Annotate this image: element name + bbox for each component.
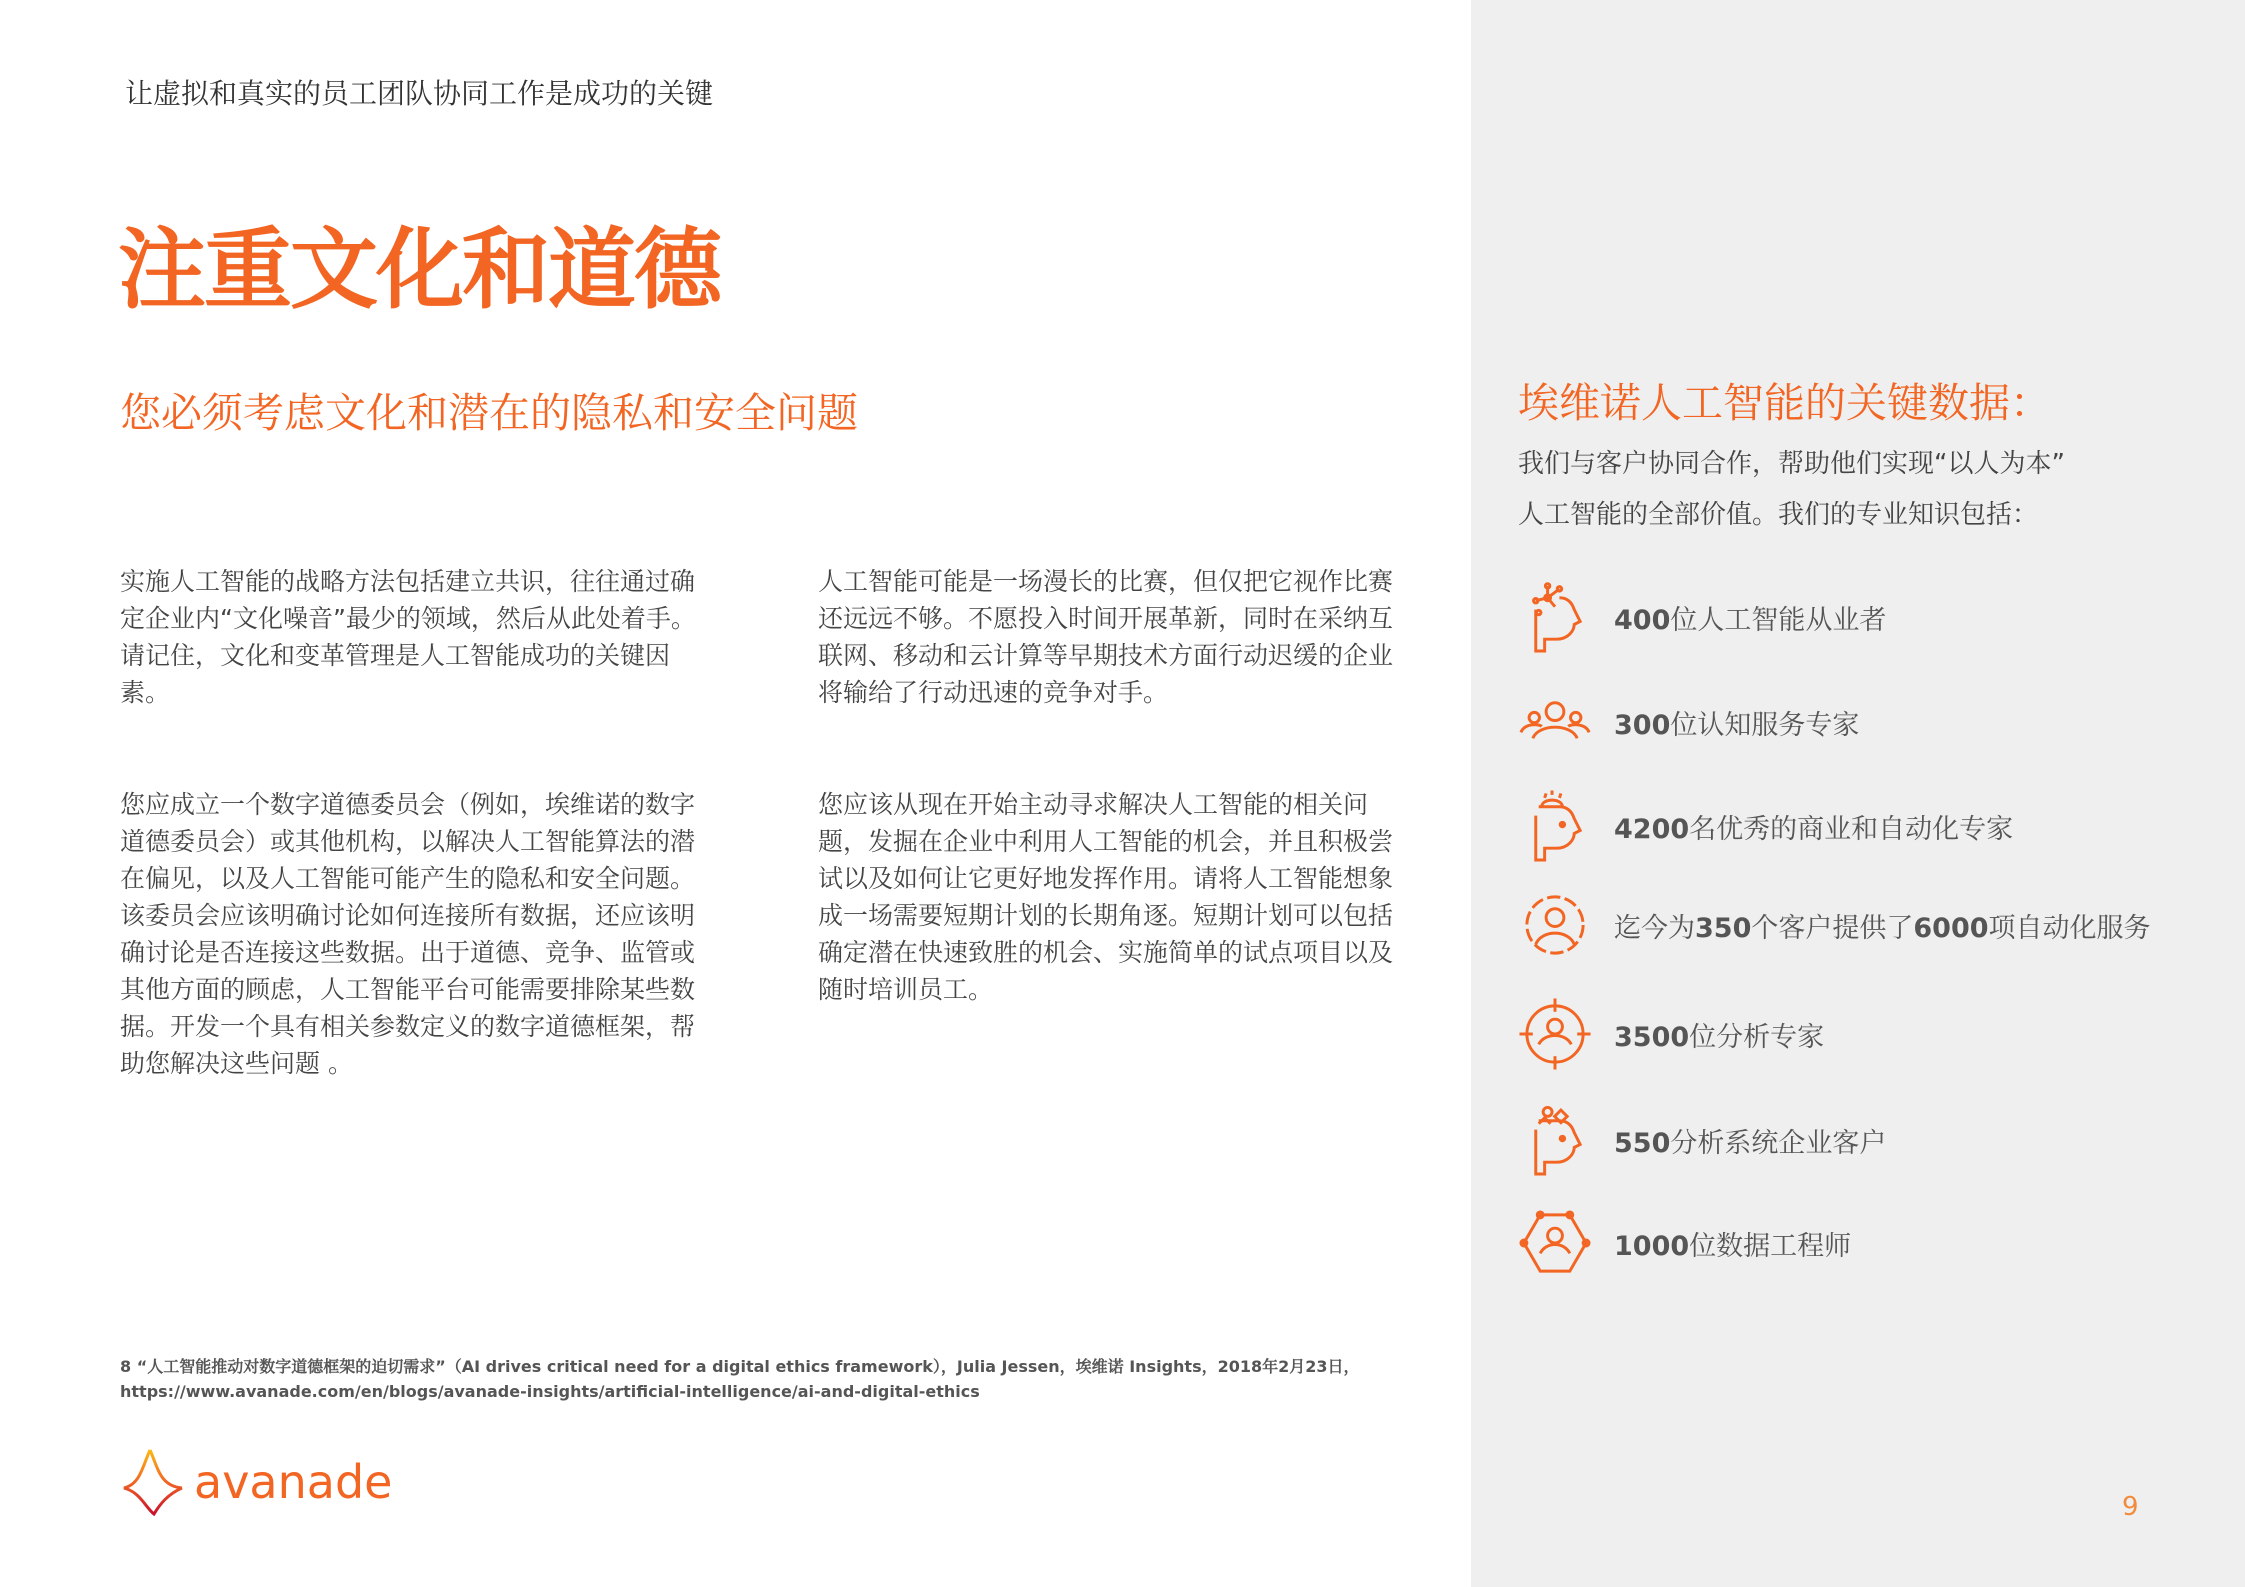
head-shapes-icon xyxy=(1518,1103,1592,1177)
logo-text: avanade xyxy=(194,1455,393,1509)
paragraph: 您应成立一个数字道德委员会（例如，埃维诺的数字道德委员会）或其他机构，以解决人工智能算法的潜在偏见，以及人工智能可能产生的隐私和安全问题。该委员会应该明确讨论如何连接所有数据，还应该明确讨论是否连接这些数据。出于道德、竞争、监管或其他方面的顾虑，人工智能平台可能需要排除某些数据。开发一个具有相关参数定义的数字道德框架，帮助您解决这些问题 。 xyxy=(120,790,696,1078)
stat-text: 400位人工智能从业者 xyxy=(1614,604,1887,636)
people-group-icon xyxy=(1518,685,1592,759)
head-network-icon xyxy=(1518,580,1592,654)
hexagon-person-icon xyxy=(1518,1206,1592,1280)
stat-item xyxy=(1518,577,1886,657)
stat-text: 迄今为350个客户提供了6000项自动化服务 xyxy=(1614,912,2151,944)
stat-text: 550分析系统企业客户 xyxy=(1614,1127,1887,1159)
stat-item xyxy=(1518,1203,1851,1283)
stat-item xyxy=(1518,885,2151,965)
stat-text: 1000位数据工程师 xyxy=(1614,1230,1852,1262)
stat-text: 300位认知服务专家 xyxy=(1614,709,1860,741)
stat-item xyxy=(1518,786,2013,866)
sidebar-intro: 我们与客户协同合作，帮助他们实现“以人为本” xyxy=(1518,449,2065,479)
page-subtitle: 您必须考虑文化和潜在的隐私和安全问题 xyxy=(120,389,858,437)
page-number: 9 xyxy=(2122,1492,2139,1522)
paragraph: 您应该从现在开始主动寻求解决人工智能的相关问题，发掘在企业中利用人工智能的机会，并且积极尝试以及如何让它更好地发挥作用。请将人工智能想象成一场需要短期计划的长期角逐。短期计划可以包括确定潜在快速致胜的机会、实施简单的试点项目以及随时培训员工。 xyxy=(818,790,1394,1004)
paragraph: 人工智能可能是一场漫长的比赛，但仅把它视作比赛还远远不够。不愿投入时间开展革新，同时在采纳互联网、移动和云计算等早期技术方面行动迟缓的企业将输给了行动迅速的竞争对手。 xyxy=(818,567,1394,707)
stat-text: 3500位分析专家 xyxy=(1614,1021,1825,1053)
footnote-url[interactable]: https://www.avanade.com/en/blogs/avanade-insights/artificial-intelligence/ai-and-digital-ethics xyxy=(120,1382,980,1401)
avanade-logo xyxy=(120,1448,392,1516)
stat-text: 4200名优秀的商业和自动化专家 xyxy=(1614,813,2014,845)
footnote xyxy=(120,1354,1420,1404)
page-title: 注重文化和道德 xyxy=(118,218,721,321)
stat-item xyxy=(1518,682,1859,762)
head-gear-icon xyxy=(1518,789,1592,863)
sidebar-heading: 埃维诺人工智能的关键数据： xyxy=(1518,379,2051,427)
target-person-icon xyxy=(1518,997,1592,1071)
logo-wave-icon xyxy=(120,1448,186,1516)
stat-item xyxy=(1518,1100,1886,1180)
kicker: 让虚拟和真实的员工团队协同工作是成功的关键 xyxy=(125,77,714,110)
stat-item xyxy=(1518,994,1824,1074)
paragraph: 实施人工智能的战略方法包括建立共识，往往通过确定企业内“文化噪音”最少的领域，然后从此处着手。请记住，文化和变革管理是人工智能成功的关键因素。 xyxy=(120,567,696,707)
sidebar-intro: 人工智能的全部价值。我们的专业知识包括： xyxy=(1518,500,2039,530)
footnote-citation: 8 “人工智能推动对数字道德框架的迫切需求”（AI drives critical need for a digital ethics framework），Julia Jessen，埃维诺 Insights，2018年2月23日， xyxy=(120,1357,1360,1376)
gear-person-icon xyxy=(1518,888,1592,962)
